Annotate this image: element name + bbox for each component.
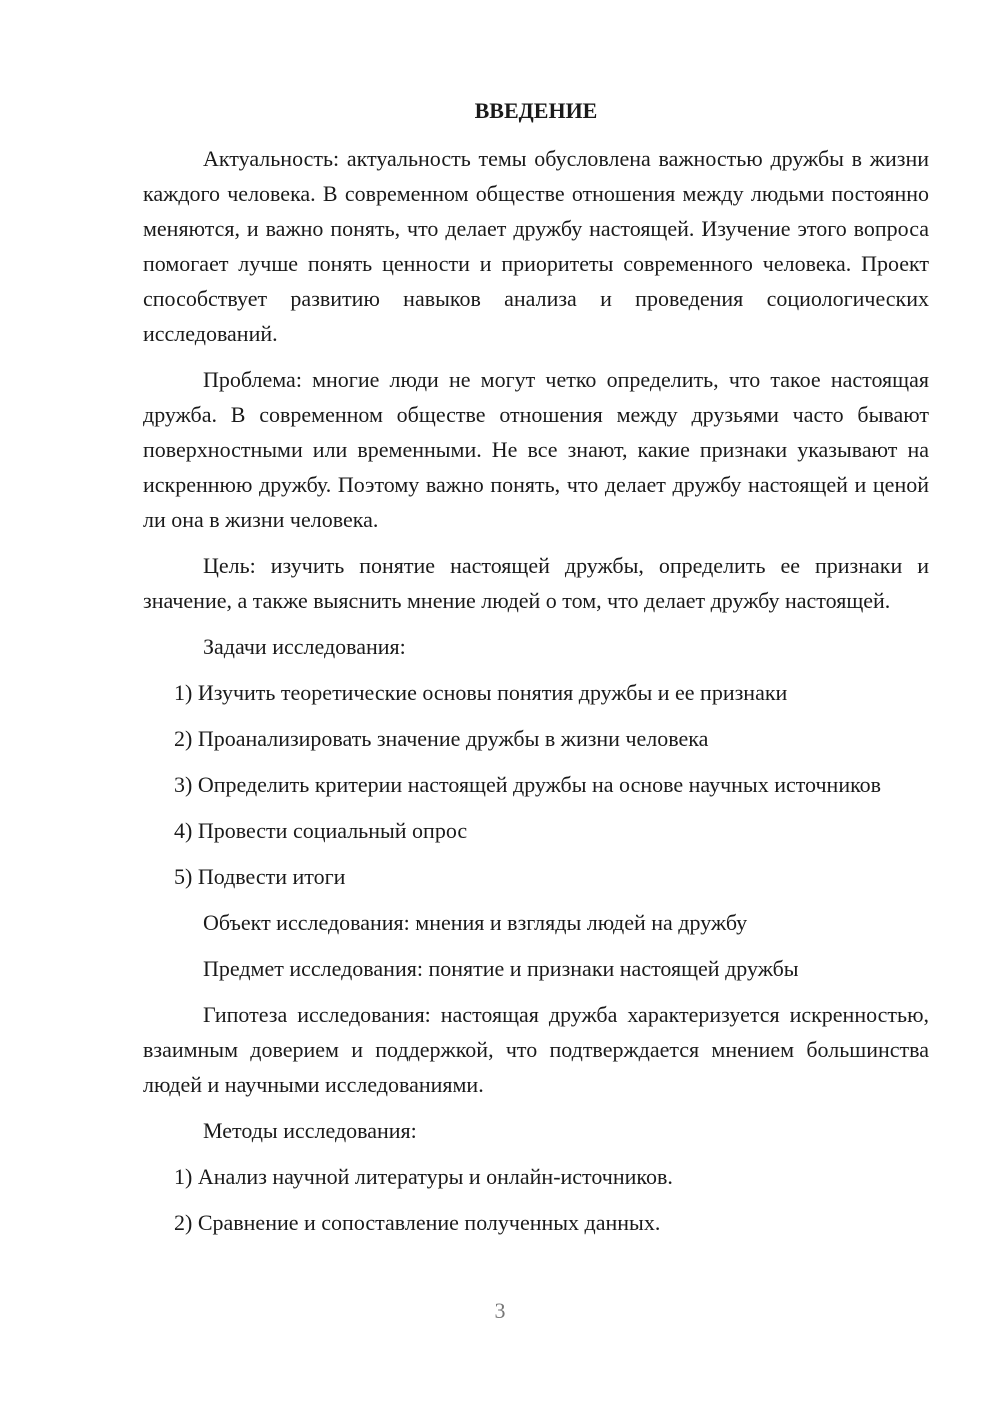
problem-paragraph: Проблема: многие люди не могут четко определить, что такое настоящая дружба. В современном обществе отношения между друзьями часто бывают поверхностными или временными. Не все знают, какие признаки указывают на искреннюю дружбу. Поэтому важно понять, что делает дружбу настоящей и ценой ли она в жизни человека. <box>143 367 929 532</box>
task-item-2: 2) Проанализировать значение дружбы в жизни человека <box>174 726 709 751</box>
task-item-1: 1) Изучить теоретические основы понятия дружбы и ее признаки <box>174 680 788 705</box>
object-paragraph: Объект исследования: мнения и взгляды людей на дружбу <box>203 910 748 935</box>
page-number: 3 <box>494 1298 506 1323</box>
document-body <box>143 141 929 1251</box>
section-heading: ВВЕДЕНИЕ <box>474 98 598 123</box>
subject-paragraph: Предмет исследования: понятие и признаки настоящей дружбы <box>203 956 799 981</box>
task-item-3: 3) Определить критерии настоящей дружбы на основе научных источников <box>174 772 882 797</box>
task-item-5: 5) Подвести итоги <box>174 864 346 889</box>
relevance-paragraph: Актуальность: актуальность темы обусловлена важностью дружбы в жизни каждого человека. В современном обществе отношения между людьми постоянно меняются, и важно понять, что делает дружбу настоящей. Изучение этого вопроса помогает лучше понять ценности и приоритеты современного человека. Проект способствует развитию навыков анализа и проведения социологических исследований. <box>143 146 929 346</box>
task-item-4: 4) Провести социальный опрос <box>174 818 468 843</box>
method-item-2: 2) Сравнение и сопоставление полученных данных. <box>174 1210 661 1235</box>
tasks-heading: Задачи исследования: <box>203 634 406 659</box>
method-item-1: 1) Анализ научной литературы и онлайн-источников. <box>174 1164 673 1189</box>
methods-heading: Методы исследования: <box>203 1118 417 1143</box>
goal-paragraph: Цель: изучить понятие настоящей дружбы, определить ее признаки и значение, а также выяснить мнение людей о том, что делает дружбу настоящей. <box>143 553 929 613</box>
hypothesis-paragraph: Гипотеза исследования: настоящая дружба характеризуется искренностью, взаимным доверием и поддержкой, что подтверждается мнением большинства людей и научными исследованиями. <box>143 1002 929 1097</box>
